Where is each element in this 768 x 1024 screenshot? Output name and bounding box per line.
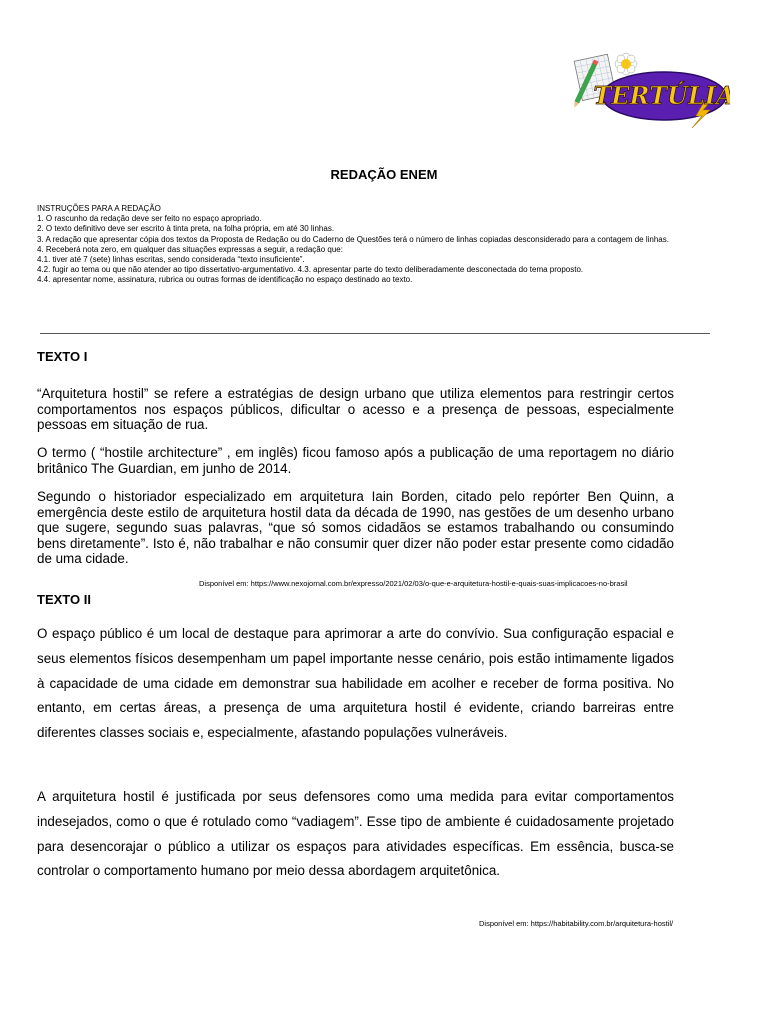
instruction-line: 4.1. tiver até 7 (sete) linhas escritas, sendo considerada “texto insuficiente”.	[37, 255, 305, 265]
instruction-line: 2. O texto definitivo deve ser escrito à tinta preta, na folha própria, em até 30 linhas.	[37, 224, 335, 234]
page-title: REDAÇÃO ENEM	[330, 167, 438, 182]
texto2-heading: TEXTO II	[37, 592, 91, 607]
section-divider	[40, 333, 710, 334]
instruction-line: 4.4. apresentar nome, assinatura, rubrica ou outras formas de identificação no espaço destinado ao texto.	[37, 275, 413, 285]
texto1-paragraph: Segundo o historiador especializado em arquitetura Iain Borden, citado pelo repórter Ben Quinn, a emergência deste estilo de arquitetura hostil data da década de 1990, nas gestões de um desenho urbano que sugere, segundo suas palavras, “que só somos cidadãos se estamos trabalhando ou consumindo bens diretamente”. Isto é, não trabalhar e não consumir quer dizer não poder estar presente como cidadão de uma cidade.	[37, 489, 674, 566]
instruction-line: 4.2. fugir ao tema ou que não atender ao tipo dissertativo-argumentativo. 4.3. apresentar parte do texto deliberadamente desconectada do tema proposto.	[37, 265, 584, 275]
texto2-source: Disponível em: https://habitability.com.br/arquitetura-hostil/	[479, 919, 674, 928]
texto1-source: Disponível em: https://www.nexojornal.com.br/expresso/2021/02/03/o-que-e-arquitetura-hostil-e-quais-suas-implicacoes-no-brasil	[199, 579, 628, 588]
tertulia-logo-graphic	[572, 48, 730, 128]
texto1-heading: TEXTO I	[37, 349, 88, 364]
instructions-heading: INSTRUÇÕES PARA A REDAÇÃO	[37, 204, 161, 213]
tertulia-logo	[572, 48, 730, 128]
instruction-line: 3. A redação que apresentar cópia dos textos da Proposta de Redação ou do Caderno de Questões terá o número de linhas copiadas desconsiderado para a contagem de linhas.	[37, 234, 669, 244]
instructions-block	[37, 204, 717, 286]
texto1-paragraph: O termo ( “hostile architecture” , em inglês) ficou famoso após a publicação de uma reportagem no diário britânico The Guardian, em junho de 2014.	[37, 445, 674, 476]
instruction-line: 4. Receberá nota zero, em qualquer das situações expressas a seguir, a redação que:	[37, 244, 343, 254]
texto2-paragraph: A arquitetura hostil é justificada por seus defensores como uma medida para evitar comportamentos indesejados, como o que é rotulado como “vadiagem”. Esse tipo de ambiente é cuidadosamente projetado para desencorajar o público a utilizar os espaços para atividades específicas. Em essência, busca-se controlar o comportamento humano por meio dessa abordagem arquitetônica.	[37, 789, 674, 879]
instruction-line: 1. O rascunho da redação deve ser feito no espaço apropriado.	[37, 214, 262, 224]
logo-text: TERTÚLIA	[593, 81, 730, 110]
texto2-paragraph: O espaço público é um local de destaque para aprimorar a arte do convívio. Sua configuração espacial e seus elementos físicos desempenham um papel importante nesse cenário, pois estão intimamente ligados à capacidade de uma cidade em demonstrar sua habilidade em acolher e receber de forma positiva. No entanto, em certas áreas, a presença de uma arquitetura hostil é evidente, criando barreiras entre diferentes classes sociais e, especialmente, afastando populações vulneráveis.	[37, 626, 674, 741]
texto1-paragraph: “Arquitetura hostil” se refere a estratégias de design urbano que utiliza elementos para restringir certos comportamentos nos espaços públicos, dificultar o acesso e a presença de pessoas, especialmente pessoas em situação de rua.	[37, 386, 674, 432]
